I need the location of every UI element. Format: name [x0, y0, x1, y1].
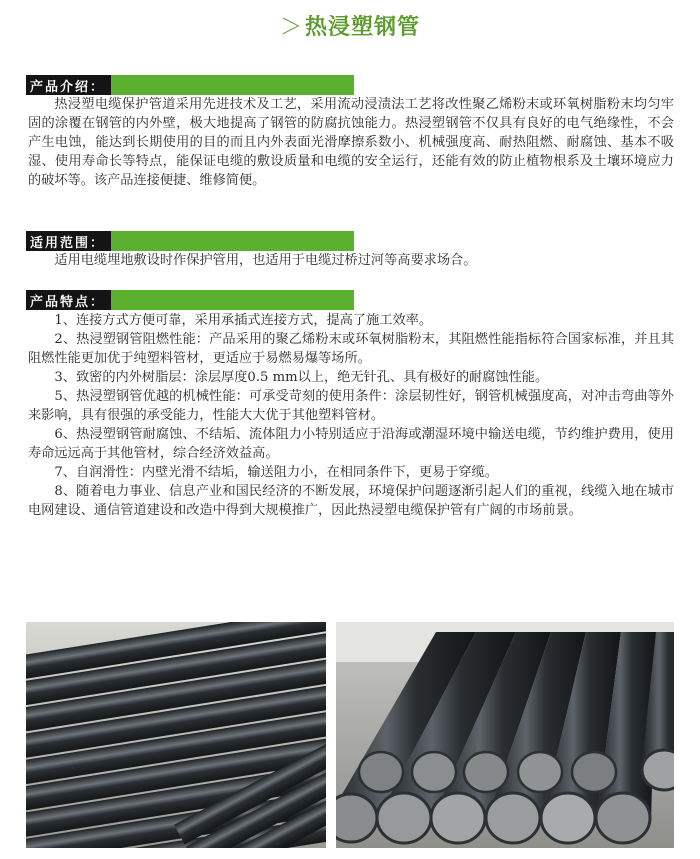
feature-item: 1、连接方式方便可靠，采用承插式连接方式，提高了施工效率。	[54, 313, 433, 328]
feature-item: 7、自润滑性：内壁光滑不结垢，输送阻力小，在相同条件下，更易于穿缆。	[54, 465, 498, 480]
section-bar-fill	[111, 231, 354, 251]
feature-item: 2、热浸塑钢管阻燃性能：产品采用的聚乙烯粉末或环氧树脂粉末，其阻燃性能指标符合国家标准，并且其阻燃性能更加优于纯塑料管材，更适应于易燃易爆等场所。	[28, 332, 674, 366]
feature-item: 6、热浸塑钢管耐腐蚀、不结垢、流体阻力小特别适应于沿海或潮湿环境中输送电缆，节约维护费用，使用寿命远远高于其他管材，综合经济效益高。	[28, 427, 674, 461]
section-label-features: 产品特点：	[26, 290, 111, 310]
feature-item: 8、随着电力事业、信息产业和国民经济的不断发展，环境保护问题逐渐引起人们的重视，线缆入地在城市电网建设、通信管道建设和改造中得到大规模推广，因此热浸塑电缆保护管有广阔的市场前景。	[28, 484, 674, 518]
section-label-intro: 产品介绍：	[26, 75, 111, 95]
page-title	[0, 10, 700, 41]
feature-item: 5、热浸塑钢管优越的机械性能：可承受苛刻的使用条件：涂层韧性好，钢管机械强度高，对冲击弯曲等外来影响，具有很强的承受能力，性能大大优于其他塑料管材。	[28, 389, 674, 423]
section-label-scope: 适用范围：	[26, 231, 111, 251]
product-photo-pipe-ends	[336, 622, 674, 848]
feature-item: 3、致密的内外树脂层：涂层厚度0.5 mm以上，绝无针孔、具有极好的耐腐蚀性能。	[54, 370, 549, 385]
page-title-text: 热浸塑钢管	[305, 14, 421, 40]
scope-paragraph: 适用电缆埋地敷设时作保护管用，也适用于电缆过桥过河等高要求场合。	[54, 253, 477, 268]
section-header-features	[26, 290, 354, 310]
section-bar-fill	[111, 290, 354, 310]
product-photo-pipes-side	[26, 622, 326, 848]
intro-paragraph: 热浸塑电缆保护管道采用先进技术及工艺，采用流动浸渍法工艺将改性聚乙烯粉末或环氧树脂粉末均匀牢固的涂覆在钢管的内外壁，极大地提高了钢管的防腐抗蚀能力。热浸塑钢管不仅具有良好的电气绝缘性，不会产生电蚀，能达到长期使用的目的而且内外表面光滑摩擦系数小、机械强度高、耐热阻燃、耐腐蚀、基本不吸湿、使用寿命长等特点，能保证电缆的敷设质量和电缆的安全运行，还能有效的防止植物根系及土壤环境应力的破坏等。该产品连接便捷、维修简便。	[28, 97, 674, 188]
section-header-intro	[26, 75, 354, 95]
section-bar-fill	[111, 75, 354, 95]
title-arrow-icon: ＞	[279, 15, 303, 40]
features-list	[28, 311, 674, 520]
section-header-scope	[26, 231, 354, 251]
